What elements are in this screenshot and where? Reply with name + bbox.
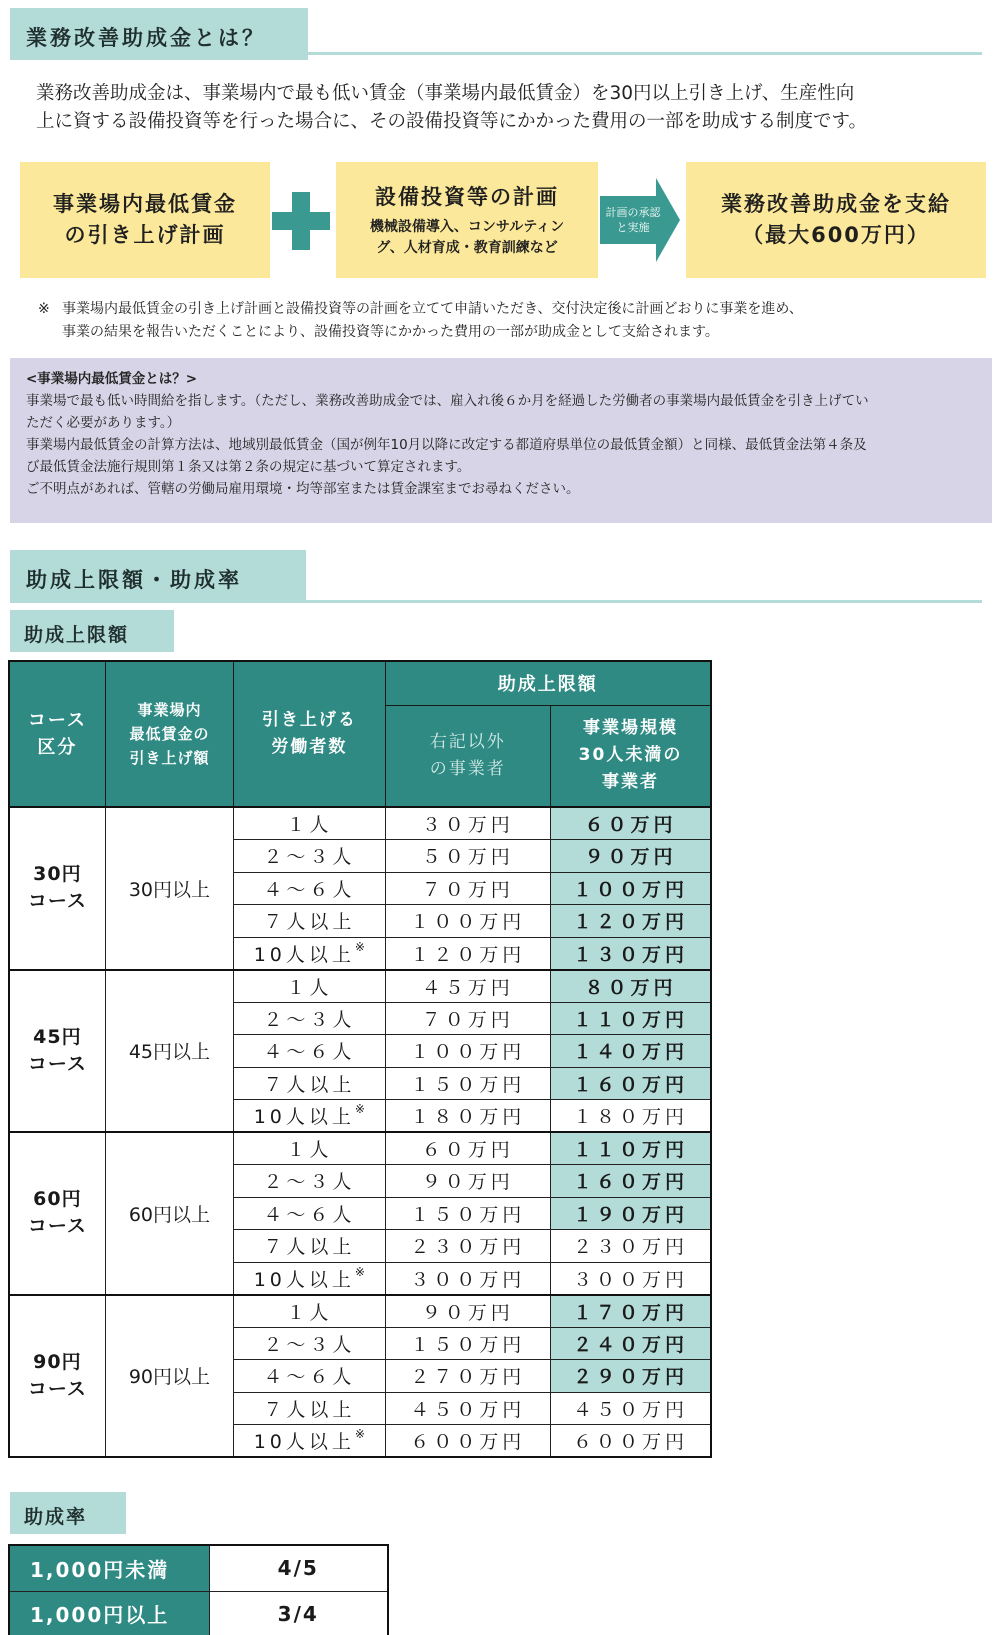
- header-line: コース: [27, 710, 87, 731]
- workers-count: [234, 1100, 385, 1133]
- workers-count: [234, 1425, 385, 1458]
- course-name-line: 60円: [33, 1188, 82, 1211]
- note: [38, 298, 988, 344]
- table-row: [9, 970, 711, 1003]
- header-small-business: [551, 705, 711, 807]
- limit-small-business: ６００万円: [551, 1425, 711, 1458]
- flow-box-line: の引き上げ計画: [64, 223, 226, 247]
- limit-small-business: ２９０万円: [551, 1360, 711, 1393]
- workers-count: [234, 1392, 385, 1425]
- limit-other-business: １８０万円: [385, 1100, 550, 1133]
- limit-other-business: ４５０万円: [385, 1392, 550, 1425]
- workers-count: [234, 1165, 385, 1198]
- table-row: [9, 1132, 711, 1165]
- limit-other-business: １００万円: [385, 1035, 550, 1068]
- subsidy-limit-table: [8, 660, 712, 1458]
- limit-other-business: １５０万円: [385, 1327, 550, 1360]
- course-name: [9, 807, 105, 970]
- workers-label: ７人以上: [263, 911, 356, 934]
- workers-count: [234, 1230, 385, 1263]
- workers-label: ４～６人: [263, 1203, 356, 1226]
- flow-box-line: 業務改善助成金を支給: [721, 192, 951, 216]
- workers-count: [234, 1197, 385, 1230]
- subtitle-rate: 助成率: [10, 1492, 126, 1534]
- arrow-label: [603, 205, 663, 235]
- course-name-line: 30円: [33, 863, 82, 886]
- flow-box-investment-plan: [336, 162, 598, 278]
- limit-other-business: ６０万円: [385, 1132, 550, 1165]
- header-other-business: [385, 705, 550, 807]
- note-line: 事業の結果を報告いただくことにより、設備投資等にかかった費用の一部が助成金として支給されます。: [62, 324, 719, 340]
- rate-row: [9, 1591, 388, 1635]
- limit-small-business: １６０万円: [551, 1067, 711, 1100]
- rate-label: 1,000円以上: [9, 1591, 209, 1635]
- footnote-mark: ※: [354, 1264, 365, 1279]
- limit-other-business: １００万円: [385, 905, 550, 938]
- plus-icon: [272, 192, 330, 250]
- limit-other-business: ９０万円: [385, 1295, 550, 1328]
- header-line: 引き上げる: [261, 710, 357, 730]
- workers-label: ４～６人: [263, 878, 356, 901]
- info-line: 事業場で最も低い時間給を指します。（ただし、業務改善助成金では、雇入れ後６か月を経過した労働者の事業場内最低賃金を引き上げてい: [26, 393, 869, 409]
- workers-count: [234, 1327, 385, 1360]
- arrow-label-line: と実施: [616, 221, 650, 234]
- rate-label: 1,000円未満: [9, 1545, 209, 1591]
- flow-box-sub-line: グ、人材育成・教育訓練など: [376, 239, 558, 256]
- workers-label: ４～６人: [263, 1041, 356, 1064]
- limit-small-business: １３０万円: [551, 937, 711, 970]
- limit-small-business: ３００万円: [551, 1262, 711, 1295]
- workers-label: 10人以上: [253, 1268, 355, 1291]
- limit-other-business: ２７０万円: [385, 1360, 550, 1393]
- rate-value: 3/4: [209, 1591, 388, 1635]
- limit-small-business: ６０万円: [551, 807, 711, 840]
- workers-count: [234, 1262, 385, 1295]
- workers-label: ７人以上: [263, 1398, 356, 1421]
- limit-table-body: [9, 807, 711, 1457]
- workers-count: [234, 1067, 385, 1100]
- limit-other-business: １５０万円: [385, 1197, 550, 1230]
- intro-line: 業務改善助成金は、事業場内で最も低い賃金（事業場内最低賃金）を30円以上引き上げ、生産性向: [36, 83, 855, 104]
- limit-small-business: １２０万円: [551, 905, 711, 938]
- flow-box-line: （最大600万円）: [742, 223, 930, 247]
- limit-small-business: １１０万円: [551, 1002, 711, 1035]
- info-line: ご不明点があれば、管轄の労働局雇用環境・均等部室または賃金課室までお尋ねください。: [26, 481, 580, 497]
- flow-box-wage-plan: [20, 162, 270, 278]
- workers-count: [234, 1360, 385, 1393]
- workers-count: [234, 807, 385, 840]
- subsidy-rate-table: [8, 1544, 389, 1635]
- table-row: [9, 1295, 711, 1328]
- limit-other-business: ４５万円: [385, 970, 550, 1003]
- raise-amount: 45円以上: [105, 970, 233, 1133]
- limit-small-business: ８０万円: [551, 970, 711, 1003]
- limit-other-business: ６００万円: [385, 1425, 550, 1458]
- footnote-mark: ※: [354, 1102, 365, 1116]
- workers-count: [234, 1295, 385, 1328]
- limit-other-business: １２０万円: [385, 937, 550, 970]
- workers-count: [234, 1002, 385, 1035]
- workers-label: ４～６人: [263, 1366, 356, 1389]
- raise-amount: 30円以上: [105, 807, 233, 970]
- course-name-line: コース: [27, 1377, 87, 1400]
- header-line: 30人未満の: [578, 745, 683, 766]
- header-course: [9, 661, 105, 807]
- limit-other-business: １５０万円: [385, 1067, 550, 1100]
- header-line: 事業場内: [137, 701, 202, 719]
- workers-label: １人: [286, 1301, 333, 1324]
- workers-label: 10人以上: [253, 1106, 355, 1128]
- workers-label: ７人以上: [263, 1236, 356, 1259]
- limit-small-business: １８０万円: [551, 1100, 711, 1133]
- limit-small-business: １６０万円: [551, 1165, 711, 1198]
- section-title-limits: 助成上限額・助成率: [10, 550, 306, 602]
- header-raise: [105, 661, 233, 807]
- header-workers: [234, 661, 385, 807]
- limit-small-business: ２３０万円: [551, 1230, 711, 1263]
- header-line: 引き上げ額: [129, 749, 210, 767]
- course-name-line: 90円: [33, 1350, 82, 1373]
- limit-small-business: １４０万円: [551, 1035, 711, 1068]
- header-line: 事業場規模: [583, 718, 678, 739]
- workers-label: 10人以上: [253, 943, 355, 966]
- workers-count: [234, 872, 385, 905]
- info-box-min-wage: [10, 358, 992, 523]
- arrow-label-line: 計画の承認: [605, 206, 661, 219]
- intro-line: 上に資する設備投資等を行った場合に、その設備投資等にかかった費用の一部を助成する制度です。: [36, 111, 868, 132]
- workers-label: ２～３人: [263, 846, 356, 869]
- raise-amount: 60円以上: [105, 1132, 233, 1295]
- flow-box-title: 設備投資等の計画: [375, 184, 559, 209]
- header-line: 労働者数: [271, 737, 348, 757]
- rate-value: 4/5: [209, 1545, 388, 1591]
- limit-small-business: ９０万円: [551, 840, 711, 873]
- workers-count: [234, 840, 385, 873]
- header-line: 最低賃金の: [129, 725, 210, 743]
- info-title: <事業場内最低賃金とは？>: [26, 371, 198, 387]
- course-name-line: コース: [27, 1215, 87, 1238]
- course-name-line: コース: [27, 1052, 87, 1075]
- header-limit: 助成上限額: [385, 661, 711, 705]
- limit-small-business: １７０万円: [551, 1295, 711, 1328]
- course-name-line: 45円: [33, 1025, 82, 1048]
- workers-count: [234, 937, 385, 970]
- workers-count: [234, 1132, 385, 1165]
- section-divider: [10, 600, 982, 603]
- workers-count: [234, 970, 385, 1003]
- limit-small-business: １９０万円: [551, 1197, 711, 1230]
- flow-box-sub: [370, 217, 564, 259]
- header-line: の事業者: [429, 758, 506, 779]
- workers-label: １人: [286, 976, 333, 999]
- intro-text: [36, 80, 986, 136]
- workers-label: ２～３人: [263, 1008, 356, 1031]
- workers-label: ２～３人: [263, 1333, 356, 1356]
- limit-small-business: ４５０万円: [551, 1392, 711, 1425]
- workers-label: ２～３人: [263, 1171, 356, 1194]
- limit-other-business: ７０万円: [385, 872, 550, 905]
- course-name-line: コース: [27, 890, 87, 913]
- workers-count: [234, 1035, 385, 1068]
- workers-label: １人: [286, 1139, 333, 1161]
- limit-other-business: ２３０万円: [385, 1230, 550, 1263]
- footnote-mark: ※: [354, 939, 365, 954]
- limit-small-business: １１０万円: [551, 1132, 711, 1165]
- course-name: [9, 1295, 105, 1458]
- limit-other-business: ３０万円: [385, 807, 550, 840]
- section-title-about: 業務改善助成金とは？: [10, 8, 308, 60]
- header-line: 事業者: [602, 772, 659, 793]
- flow-box-subsidy: [686, 162, 986, 278]
- footnote-mark: ※: [354, 1427, 365, 1441]
- header-line: 区分: [37, 737, 78, 758]
- table-row: [9, 807, 711, 840]
- workers-count: [234, 905, 385, 938]
- rate-row: [9, 1545, 388, 1591]
- course-name: [9, 970, 105, 1133]
- note-line: 事業場内最低賃金の引き上げ計画と設備投資等の計画を立てて申請いただき、交付決定後に計画どおりに事業を進め、: [62, 301, 803, 317]
- workers-label: ７人以上: [263, 1073, 356, 1096]
- note-mark: ※: [38, 301, 50, 317]
- limit-other-business: ７０万円: [385, 1002, 550, 1035]
- raise-amount: 90円以上: [105, 1295, 233, 1458]
- limit-other-business: ５０万円: [385, 840, 550, 873]
- limit-small-business: ２４０万円: [551, 1327, 711, 1360]
- info-line: び最低賃金法施行規則第１条又は第２条の規定に基づいて算定されます。: [26, 459, 471, 475]
- course-name: [9, 1132, 105, 1295]
- limit-small-business: １００万円: [551, 872, 711, 905]
- limit-other-business: ９０万円: [385, 1165, 550, 1198]
- subtitle-limit: 助成上限額: [10, 610, 174, 652]
- info-line: 事業場内最低賃金の計算方法は、地域別最低賃金（国が例年10月以降に改定する都道府県単位の最低賃金額）と同様、最低賃金法第４条及: [26, 437, 867, 453]
- flow-box-sub-line: 機械設備導入、コンサルティン: [369, 218, 565, 235]
- flow-box-line: 事業場内最低賃金: [53, 192, 237, 216]
- header-line: 右記以外: [429, 731, 506, 752]
- section-divider: [10, 52, 982, 55]
- workers-label: １人: [286, 814, 333, 836]
- limit-other-business: ３００万円: [385, 1262, 550, 1295]
- workers-label: 10人以上: [253, 1431, 355, 1453]
- info-line: ただく必要があります。）: [26, 415, 181, 431]
